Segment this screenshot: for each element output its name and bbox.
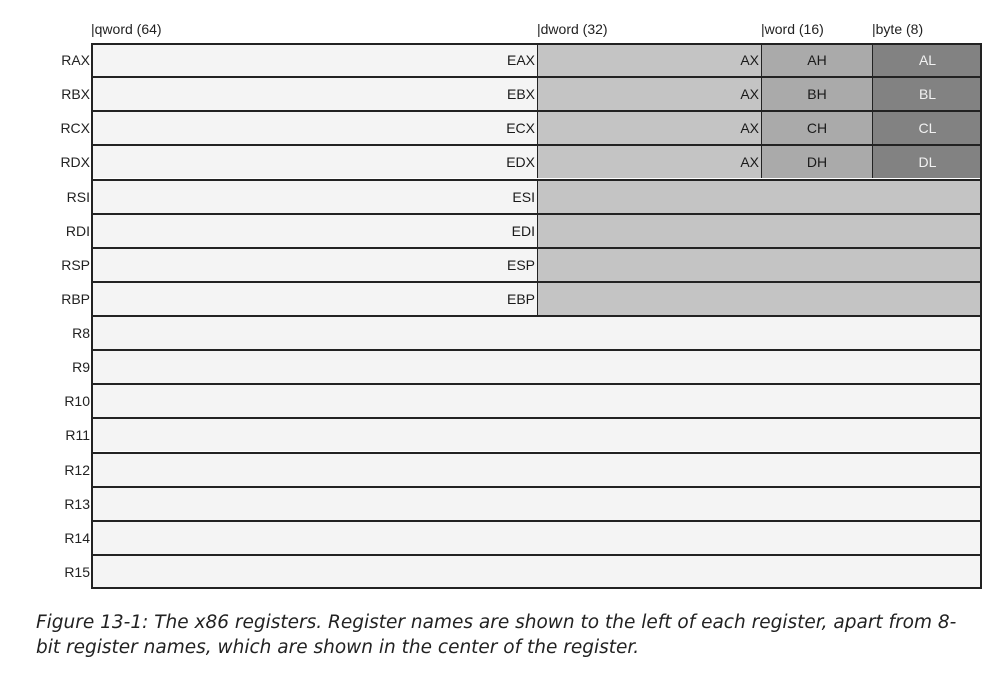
high-byte-register: AH (761, 44, 872, 76)
register-name: RBP (61, 291, 90, 307)
low-byte-register: BL (872, 78, 982, 110)
row-divider (91, 179, 982, 181)
register-name: RBX (61, 86, 90, 102)
dword-region (537, 249, 982, 281)
register-row (0, 384, 999, 418)
low-byte-register: AL (872, 44, 982, 76)
dword-region (537, 215, 982, 247)
register-row (0, 214, 999, 248)
register-name: R15 (64, 564, 90, 580)
register-name: R14 (64, 530, 90, 546)
word-register-name: AX (537, 78, 761, 110)
row-divider (91, 110, 982, 112)
row-divider (91, 247, 982, 249)
row-divider (91, 452, 982, 454)
qword-region (91, 454, 982, 486)
header-dword: | dword (32) (537, 20, 608, 38)
row-divider (91, 417, 982, 419)
row-divider (91, 144, 982, 146)
row-divider (91, 349, 982, 351)
qword-region (91, 556, 982, 588)
register-name: R13 (64, 496, 90, 512)
row-divider (91, 486, 982, 488)
qword-region (91, 522, 982, 554)
low-byte-register: CL (872, 112, 982, 144)
dword-register-name: ESP (91, 249, 537, 281)
register-row (0, 350, 999, 384)
dword-register-name: ECX (91, 112, 537, 144)
register-row (0, 453, 999, 487)
register-row (0, 111, 999, 145)
dword-region (537, 283, 982, 315)
qword-region (91, 351, 982, 383)
register-row (0, 248, 999, 282)
row-divider (91, 213, 982, 215)
register-name: RSI (66, 189, 90, 205)
register-name: R9 (72, 359, 90, 375)
high-byte-register: DH (761, 146, 872, 178)
figure-caption: Figure 13-1: The x86 registers. Register names are shown to the left of each register, apart from 8-bit register names, which are shown in the center of the register. (36, 612, 957, 658)
dword-register-name: EBP (91, 283, 537, 315)
register-name: RAX (61, 52, 90, 68)
word-register-name: AX (537, 44, 761, 76)
word-register-name: AX (537, 112, 761, 144)
register-name: R12 (64, 462, 90, 478)
register-name: RSP (61, 257, 90, 273)
header-word: | word (16) (761, 20, 824, 38)
register-row (0, 43, 999, 77)
word-register-name: AX (537, 146, 761, 178)
row-divider (91, 76, 982, 78)
row-divider (91, 554, 982, 556)
row-divider (91, 315, 982, 317)
dword-register-name: EDX (91, 146, 537, 178)
header-qword: | qword (64) (91, 20, 162, 38)
register-row (0, 555, 999, 589)
row-divider (91, 520, 982, 522)
register-name: RCX (60, 120, 90, 136)
high-byte-register: CH (761, 112, 872, 144)
header-byte: | byte (8) (872, 20, 923, 38)
dword-register-name: EDI (91, 215, 537, 247)
register-name: R10 (64, 393, 90, 409)
dword-register-name: EBX (91, 78, 537, 110)
qword-region (91, 317, 982, 349)
register-row (0, 521, 999, 555)
register-name: RDI (65, 223, 90, 239)
register-row (0, 316, 999, 350)
register-name: RDX (60, 154, 90, 170)
qword-region (91, 488, 982, 520)
register-row (0, 418, 999, 452)
row-divider (91, 281, 982, 283)
register-name: R8 (72, 325, 90, 341)
dword-register-name: EAX (91, 44, 537, 76)
low-byte-register: DL (872, 146, 982, 178)
qword-region (91, 419, 982, 451)
register-row (0, 77, 999, 111)
dword-register-name: ESI (91, 181, 537, 213)
high-byte-register: BH (761, 78, 872, 110)
register-row (0, 145, 999, 179)
register-row (0, 282, 999, 316)
qword-region (91, 385, 982, 417)
register-row (0, 487, 999, 521)
row-divider (91, 383, 982, 385)
register-name: R11 (65, 427, 90, 443)
dword-region (537, 181, 982, 213)
register-row (0, 180, 999, 214)
